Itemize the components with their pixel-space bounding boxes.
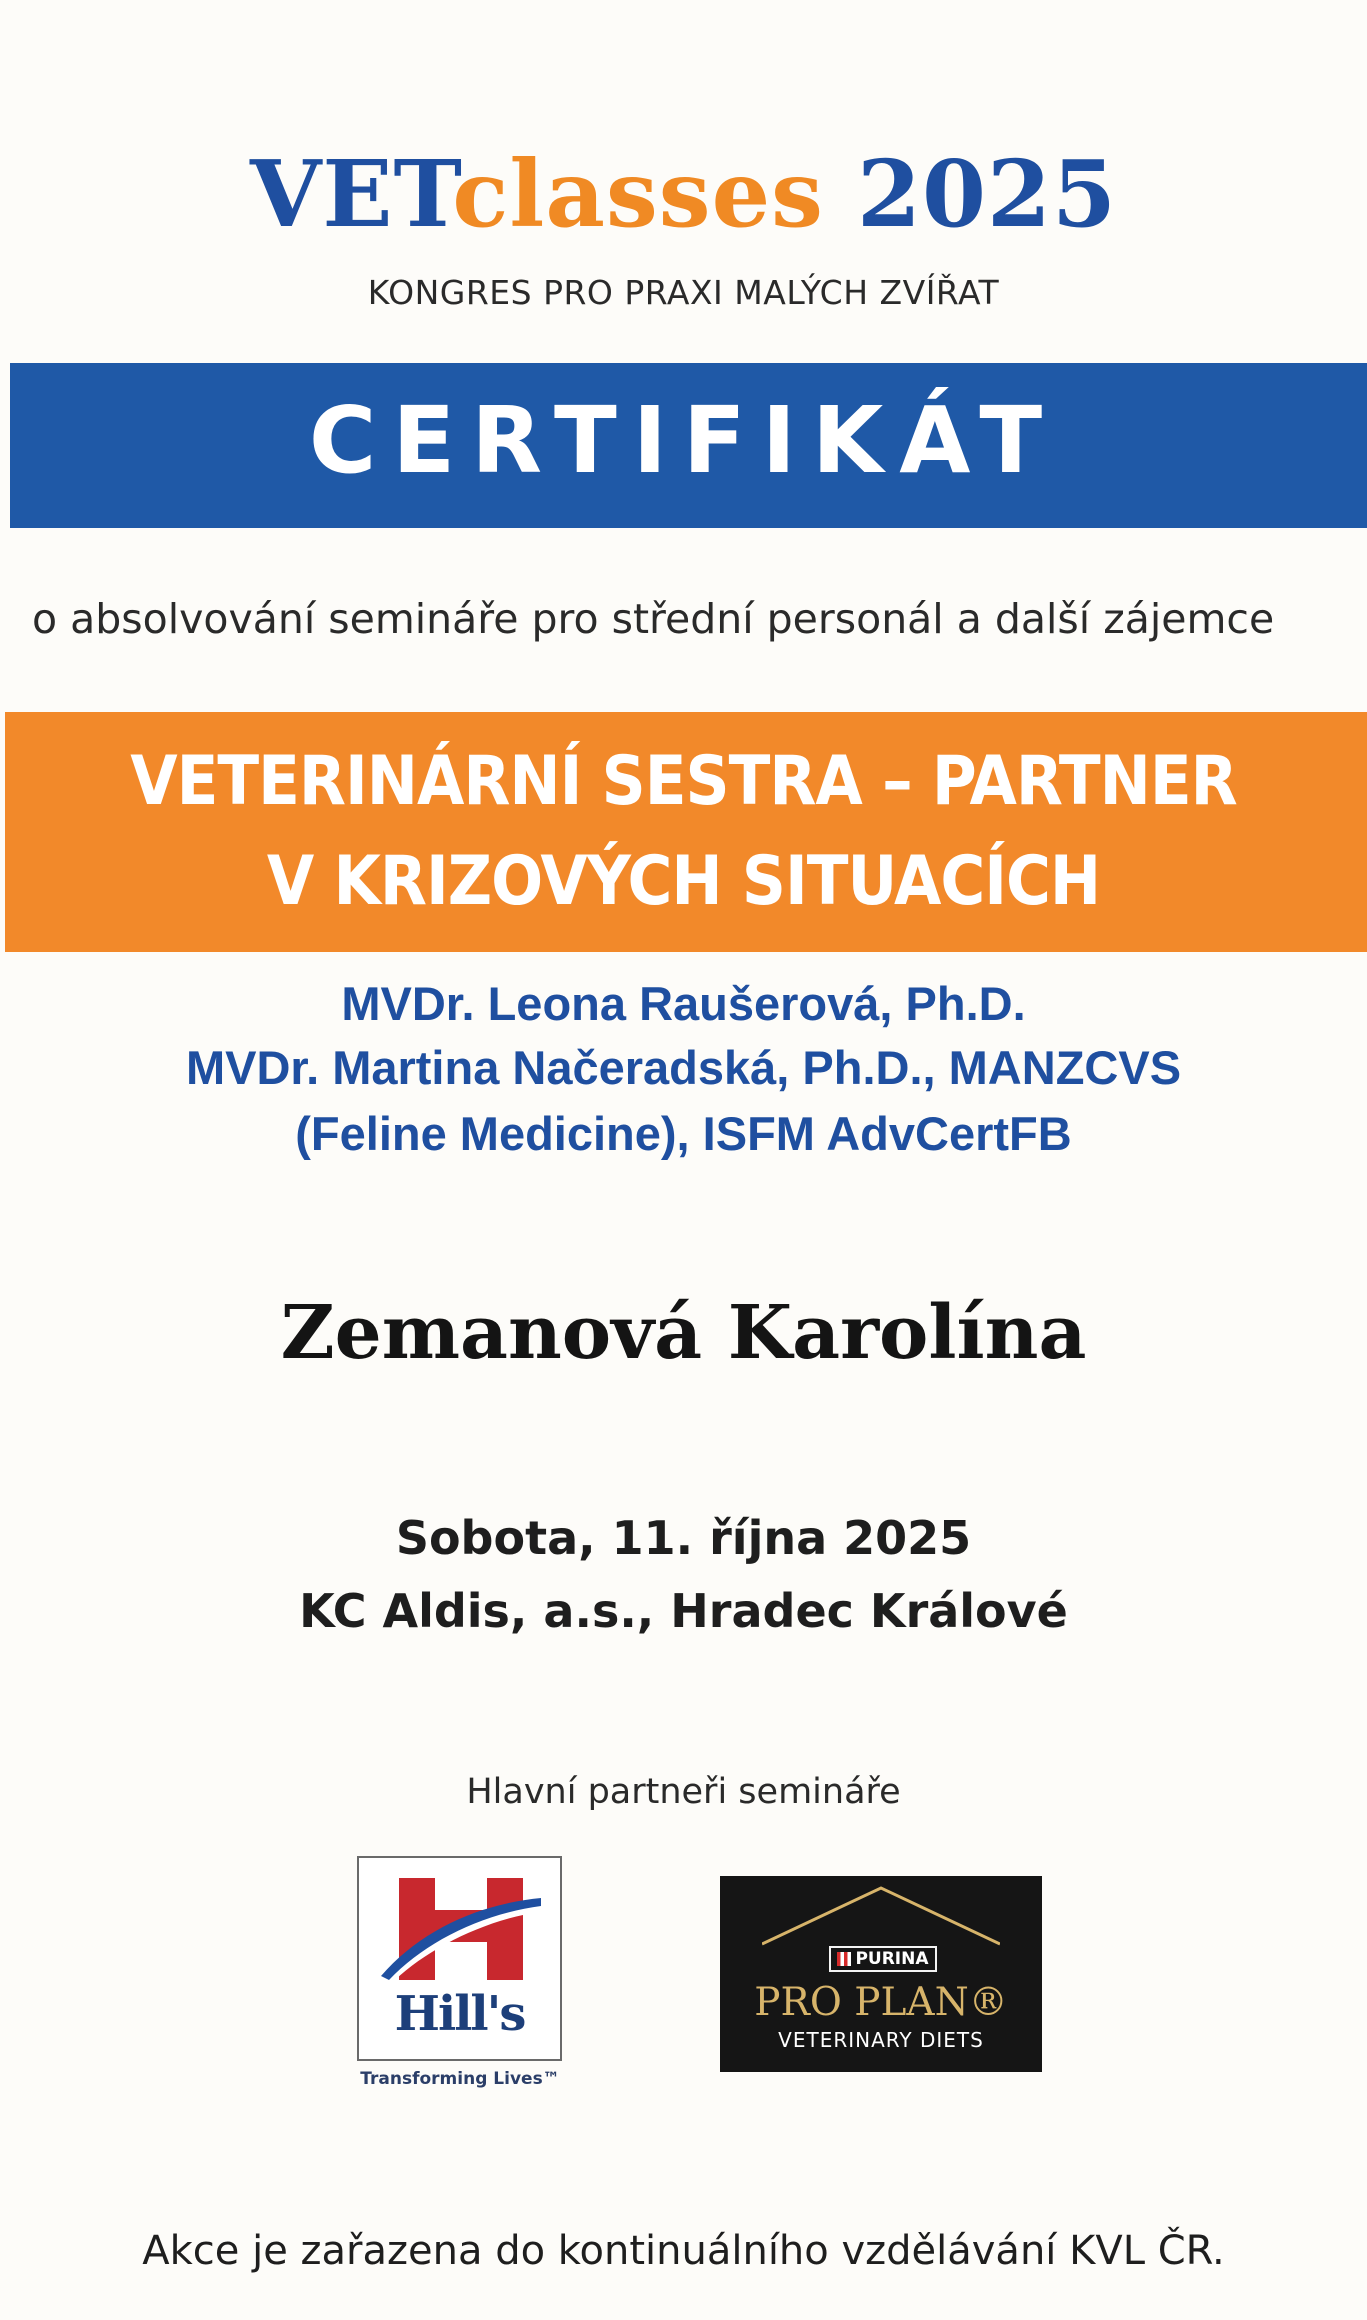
seminar-title-line: VETERINÁRNÍ SESTRA – PARTNER bbox=[130, 742, 1237, 821]
certificate-intro: o absolvování semináře pro střední personál a další zájemce bbox=[32, 595, 1275, 643]
veterinary-diets-label: VETERINARY DIETS bbox=[778, 2028, 984, 2052]
lecturer-line: (Feline Medicine), ISFM AdvCertFB bbox=[295, 1107, 1072, 1160]
brand-classes: classes bbox=[452, 140, 824, 248]
seminar-title-line: V KRIZOVÝCH SITUACÍCH bbox=[266, 842, 1101, 921]
brand-vet: VET bbox=[249, 140, 453, 248]
event-venue: KC Aldis, a.s., Hradec Králové bbox=[299, 1584, 1068, 1638]
hills-tagline: Transforming Lives™ bbox=[360, 2069, 560, 2089]
checkerboard-icon bbox=[837, 1952, 851, 1966]
purina-badge-label: PURINA bbox=[855, 1949, 929, 1969]
accreditation-note: Akce je zařazena do kontinuálního vzdělávání KVL ČR. bbox=[142, 2228, 1225, 2274]
hills-wordmark: Hill's bbox=[394, 1986, 525, 2042]
hills-logo bbox=[357, 1856, 562, 2061]
lecturer-line: MVDr. Martina Načeradská, Ph.D., MANZCVS bbox=[185, 1041, 1182, 1094]
brand-year: 2025 bbox=[856, 140, 1117, 248]
participant-name: Zemanová Karolína bbox=[280, 1290, 1087, 1376]
partners-heading: Hlavní partneři semináře bbox=[466, 1772, 901, 1812]
certificate-title: CERTIFIKÁT bbox=[308, 387, 1059, 494]
lecturer-line: MVDr. Leona Raušerová, Ph.D. bbox=[341, 977, 1026, 1030]
purina-proplan-logo bbox=[720, 1876, 1042, 2072]
congress-subtitle: KONGRES PRO PRAXI MALÝCH ZVÍŘAT bbox=[367, 273, 1000, 312]
event-date: Sobota, 11. října 2025 bbox=[395, 1511, 972, 1565]
purina-badge bbox=[829, 1946, 937, 1972]
hills-emblem-icon bbox=[381, 1876, 541, 1984]
roof-emblem-icon bbox=[762, 1884, 1000, 1946]
congress-brand-title bbox=[0, 140, 1367, 248]
proplan-wordmark: PRO PLAN® bbox=[754, 1980, 1008, 2025]
